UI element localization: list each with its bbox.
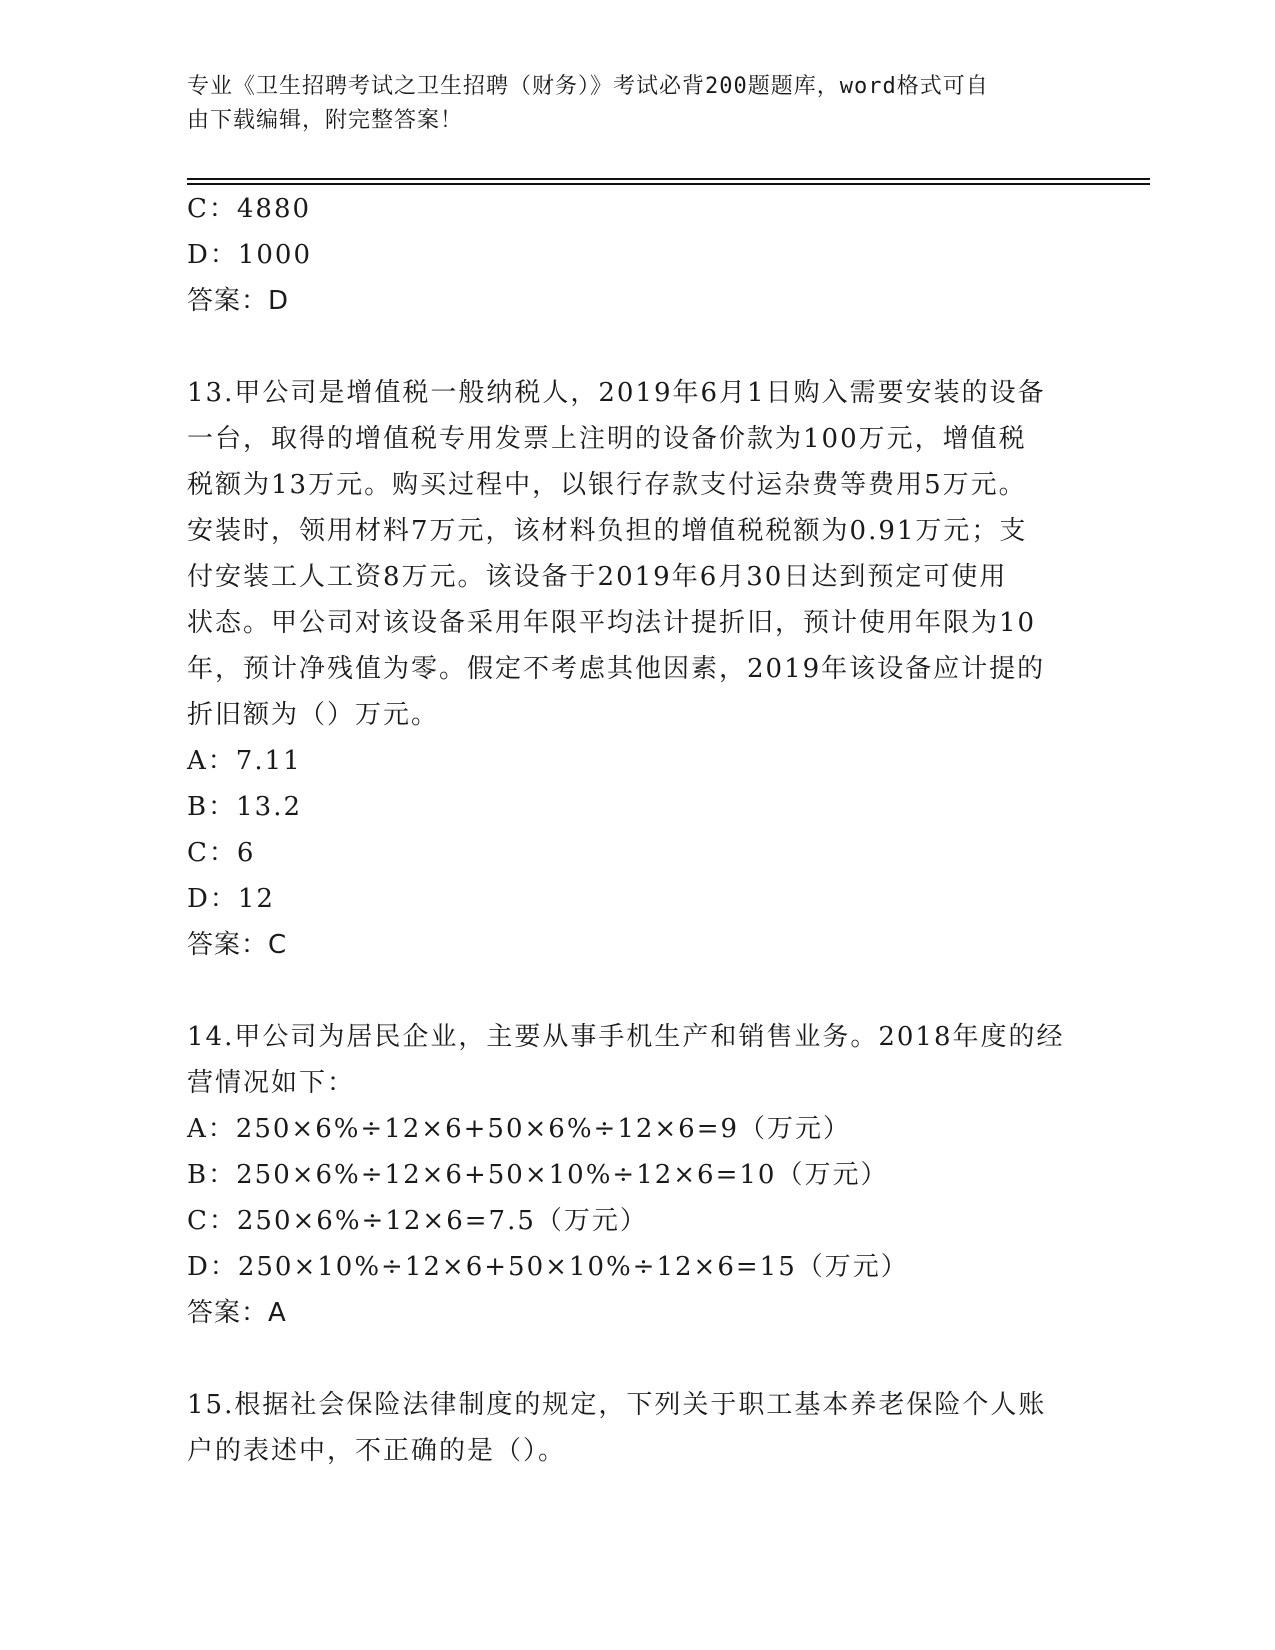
header-line-1: 专业《卫生招聘考试之卫生招聘（财务）》考试必背200题题库，word格式可自 [187,74,989,99]
option-d: D：12 [187,884,275,914]
spacer [187,1336,1087,1382]
question-line: 安装时，领用材料7万元，该材料负担的增值税税额为0.91万元；支 [187,516,1028,546]
header-rule-bottom [187,183,1150,185]
question-13 [187,370,1087,968]
prev-question [187,186,1087,324]
document-header [187,70,1067,138]
option-a: A：250×6%÷12×6+50×6%÷12×6=9（万元） [187,1114,852,1144]
question-line: 年，预计净残值为零。假定不考虑其他因素，2019年该设备应计提的 [187,654,1046,684]
header-line-2: 由下载编辑，附完整答案！ [187,108,464,133]
question-15 [187,1382,1087,1474]
header-rule-top [187,178,1150,180]
option-a: A：7.11 [187,746,302,776]
question-line: 14.甲公司为居民企业，主要从事手机生产和销售业务。2018年度的经 [187,1022,1065,1052]
question-line: 户的表述中，不正确的是（）。 [187,1436,567,1466]
question-line: 15.根据社会保险法律制度的规定，下列关于职工基本养老保险个人账 [187,1390,1047,1420]
question-line: 13.甲公司是增值税一般纳税人，2019年6月1日购入需要安装的设备 [187,378,1046,408]
option-c: C：6 [187,838,256,868]
answer: 答案：D [187,286,290,316]
option-b: B：250×6%÷12×6+50×10%÷12×6=10（万元） [187,1160,889,1190]
option-c: C：4880 [187,194,312,224]
answer: 答案：A [187,1298,287,1328]
option-b: B：13.2 [187,792,302,822]
question-line: 状态。甲公司对该设备采用年限平均法计提折旧，预计使用年限为10 [187,608,1037,638]
question-line: 税额为13万元。购买过程中，以银行存款支付运杂费等费用5万元。 [187,470,1027,500]
spacer [187,324,1087,370]
option-c: C：250×6%÷12×6=7.5（万元） [187,1206,648,1236]
question-14 [187,1014,1087,1336]
spacer [187,968,1087,1014]
question-line: 付安装工人工资8万元。该设备于2019年6月30日达到预定可使用 [187,562,1008,592]
question-line: 一台，取得的增值税专用发票上注明的设备价款为100万元，增值税 [187,424,1027,454]
option-d: D：250×10%÷12×6+50×10%÷12×6=15（万元） [187,1252,909,1282]
question-line: 营情况如下： [187,1068,356,1098]
option-d: D：1000 [187,240,313,270]
answer: 答案：C [187,930,288,960]
document-body [187,186,1087,1474]
question-line: 折旧额为（）万元。 [187,700,440,730]
